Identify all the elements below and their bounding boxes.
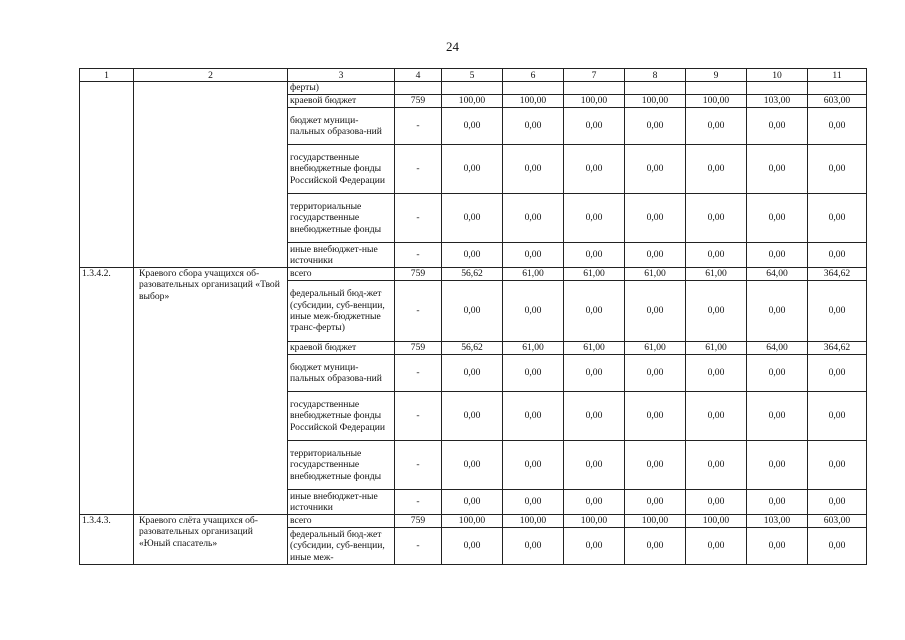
value-cell: 0,00 xyxy=(503,490,564,515)
value-cell: 0,00 xyxy=(564,392,625,441)
budget-table xyxy=(79,68,867,565)
value-cell: 0,00 xyxy=(686,194,747,243)
value-cell: 64,00 xyxy=(747,268,808,281)
value-cell: 0,00 xyxy=(625,281,686,342)
value-cell: 603,00 xyxy=(808,515,867,528)
value-cell: 61,00 xyxy=(503,268,564,281)
item-code: 1.3.4.3. xyxy=(80,515,134,565)
funding-source: федеральный бюд-жет (субсидии, суб-венции, иные меж-бюджетные транс-ферты) xyxy=(288,281,395,342)
value-cell: 0,00 xyxy=(625,490,686,515)
value-cell: 0,00 xyxy=(747,145,808,194)
budget-code: - xyxy=(395,281,442,342)
value-cell: 0,00 xyxy=(747,392,808,441)
value-cell: 0,00 xyxy=(625,528,686,565)
budget-code: 759 xyxy=(395,515,442,528)
value-cell: 0,00 xyxy=(442,194,503,243)
value-cell: 0,00 xyxy=(808,355,867,392)
funding-source: всего xyxy=(288,515,395,528)
value-cell: 61,00 xyxy=(564,342,625,355)
value-cell: 0,00 xyxy=(747,281,808,342)
value-cell: 0,00 xyxy=(625,108,686,145)
value-cell: 100,00 xyxy=(442,515,503,528)
column-header: 7 xyxy=(564,69,625,82)
value-cell: 0,00 xyxy=(686,281,747,342)
value-cell: 0,00 xyxy=(564,490,625,515)
value-cell: 0,00 xyxy=(747,441,808,490)
value-cell: 0,00 xyxy=(747,528,808,565)
value-cell: 603,00 xyxy=(808,95,867,108)
value-cell: 0,00 xyxy=(442,528,503,565)
value-cell: 0,00 xyxy=(503,281,564,342)
value-cell: 0,00 xyxy=(564,441,625,490)
item-name: Краевого слёта учащихся об-разовательных организаций «Юный спасатель» xyxy=(134,515,288,565)
value-cell xyxy=(808,82,867,95)
column-header: 8 xyxy=(625,69,686,82)
value-cell: 0,00 xyxy=(808,281,867,342)
value-cell: 0,00 xyxy=(625,194,686,243)
value-cell: 0,00 xyxy=(686,355,747,392)
value-cell: 0,00 xyxy=(808,441,867,490)
budget-code: - xyxy=(395,490,442,515)
value-cell: 0,00 xyxy=(442,441,503,490)
value-cell: 64,00 xyxy=(747,342,808,355)
column-header: 4 xyxy=(395,69,442,82)
value-cell: 100,00 xyxy=(442,95,503,108)
budget-code: - xyxy=(395,194,442,243)
value-cell: 0,00 xyxy=(808,194,867,243)
value-cell: 0,00 xyxy=(625,145,686,194)
column-header: 3 xyxy=(288,69,395,82)
item-name: Краевого сбора учащихся об-разовательных организаций «Твой выбор» xyxy=(134,268,288,515)
value-cell: 0,00 xyxy=(503,441,564,490)
value-cell: 0,00 xyxy=(747,243,808,268)
value-cell: 100,00 xyxy=(625,95,686,108)
column-header: 1 xyxy=(80,69,134,82)
value-cell: 0,00 xyxy=(442,108,503,145)
funding-source: всего xyxy=(288,268,395,281)
value-cell: 0,00 xyxy=(564,145,625,194)
value-cell: 364,62 xyxy=(808,342,867,355)
value-cell: 0,00 xyxy=(503,145,564,194)
column-header: 5 xyxy=(442,69,503,82)
value-cell: 0,00 xyxy=(442,243,503,268)
value-cell: 0,00 xyxy=(503,108,564,145)
value-cell: 0,00 xyxy=(564,194,625,243)
item-code: 1.3.4.2. xyxy=(80,268,134,515)
value-cell: 61,00 xyxy=(686,268,747,281)
funding-source: территориальные государственные внебюджетные фонды xyxy=(288,441,395,490)
value-cell: 0,00 xyxy=(503,355,564,392)
value-cell: 56,62 xyxy=(442,268,503,281)
item-name xyxy=(134,82,288,268)
value-cell: 0,00 xyxy=(442,490,503,515)
value-cell: 0,00 xyxy=(625,392,686,441)
value-cell: 61,00 xyxy=(564,268,625,281)
value-cell: 61,00 xyxy=(686,342,747,355)
value-cell: 0,00 xyxy=(808,528,867,565)
value-cell: 0,00 xyxy=(625,243,686,268)
value-cell: 0,00 xyxy=(808,392,867,441)
value-cell: 103,00 xyxy=(747,515,808,528)
value-cell: 0,00 xyxy=(503,243,564,268)
budget-code: - xyxy=(395,145,442,194)
funding-source: ферты) xyxy=(288,82,395,95)
value-cell: 0,00 xyxy=(808,243,867,268)
column-header-row xyxy=(80,69,867,82)
table-row xyxy=(80,82,867,95)
value-cell: 61,00 xyxy=(625,268,686,281)
value-cell: 0,00 xyxy=(564,355,625,392)
value-cell xyxy=(625,82,686,95)
value-cell: 56,62 xyxy=(442,342,503,355)
budget-code: 759 xyxy=(395,342,442,355)
budget-code: - xyxy=(395,392,442,441)
value-cell: 100,00 xyxy=(503,95,564,108)
funding-source: бюджет муници-пальных образова-ний xyxy=(288,108,395,145)
value-cell: 0,00 xyxy=(808,145,867,194)
page-number: 24 xyxy=(446,39,459,54)
column-header: 6 xyxy=(503,69,564,82)
value-cell: 0,00 xyxy=(686,490,747,515)
value-cell: 0,00 xyxy=(442,281,503,342)
funding-source: территориальные государственные внебюджетные фонды xyxy=(288,194,395,243)
budget-code: 759 xyxy=(395,268,442,281)
value-cell: 0,00 xyxy=(564,108,625,145)
funding-source: государственные внебюджетные фонды Российской Федерации xyxy=(288,145,395,194)
value-cell: 0,00 xyxy=(808,490,867,515)
column-header: 2 xyxy=(134,69,288,82)
value-cell xyxy=(442,82,503,95)
value-cell xyxy=(564,82,625,95)
value-cell: 0,00 xyxy=(564,281,625,342)
table-row xyxy=(80,515,867,528)
funding-source: краевой бюджет xyxy=(288,342,395,355)
value-cell: 100,00 xyxy=(564,515,625,528)
funding-source: федеральный бюд-жет (субсидии, суб-венции, иные меж- xyxy=(288,528,395,565)
value-cell xyxy=(686,82,747,95)
value-cell: 364,62 xyxy=(808,268,867,281)
value-cell: 0,00 xyxy=(686,441,747,490)
budget-code: - xyxy=(395,108,442,145)
value-cell: 0,00 xyxy=(747,355,808,392)
budget-code: 759 xyxy=(395,95,442,108)
value-cell: 0,00 xyxy=(503,528,564,565)
value-cell: 0,00 xyxy=(442,145,503,194)
funding-source: краевой бюджет xyxy=(288,95,395,108)
value-cell: 0,00 xyxy=(442,392,503,441)
value-cell: 100,00 xyxy=(686,95,747,108)
value-cell xyxy=(747,82,808,95)
budget-code: - xyxy=(395,441,442,490)
value-cell: 0,00 xyxy=(564,243,625,268)
value-cell: 0,00 xyxy=(686,392,747,441)
value-cell: 0,00 xyxy=(442,355,503,392)
value-cell: 0,00 xyxy=(686,528,747,565)
funding-source: иные внебюджет-ные источники xyxy=(288,490,395,515)
value-cell: 0,00 xyxy=(747,194,808,243)
budget-code: - xyxy=(395,243,442,268)
value-cell: 0,00 xyxy=(808,108,867,145)
value-cell: 103,00 xyxy=(747,95,808,108)
value-cell: 0,00 xyxy=(747,490,808,515)
value-cell: 0,00 xyxy=(686,145,747,194)
value-cell xyxy=(503,82,564,95)
value-cell: 61,00 xyxy=(625,342,686,355)
item-code xyxy=(80,82,134,268)
value-cell: 0,00 xyxy=(686,108,747,145)
value-cell: 0,00 xyxy=(503,194,564,243)
funding-source: иные внебюджет-ные источники xyxy=(288,243,395,268)
column-header: 11 xyxy=(808,69,867,82)
funding-source: государственные внебюджетные фонды Российской Федерации xyxy=(288,392,395,441)
value-cell: 0,00 xyxy=(747,108,808,145)
budget-code xyxy=(395,82,442,95)
budget-code: - xyxy=(395,355,442,392)
value-cell: 100,00 xyxy=(564,95,625,108)
column-header: 9 xyxy=(686,69,747,82)
value-cell: 100,00 xyxy=(503,515,564,528)
value-cell: 0,00 xyxy=(625,441,686,490)
value-cell: 100,00 xyxy=(625,515,686,528)
funding-source: бюджет муници-пальных образова-ний xyxy=(288,355,395,392)
table-row xyxy=(80,268,867,281)
value-cell: 0,00 xyxy=(503,392,564,441)
value-cell: 100,00 xyxy=(686,515,747,528)
value-cell: 0,00 xyxy=(625,355,686,392)
value-cell: 0,00 xyxy=(564,528,625,565)
value-cell: 61,00 xyxy=(503,342,564,355)
column-header: 10 xyxy=(747,69,808,82)
value-cell: 0,00 xyxy=(686,243,747,268)
budget-code: - xyxy=(395,528,442,565)
